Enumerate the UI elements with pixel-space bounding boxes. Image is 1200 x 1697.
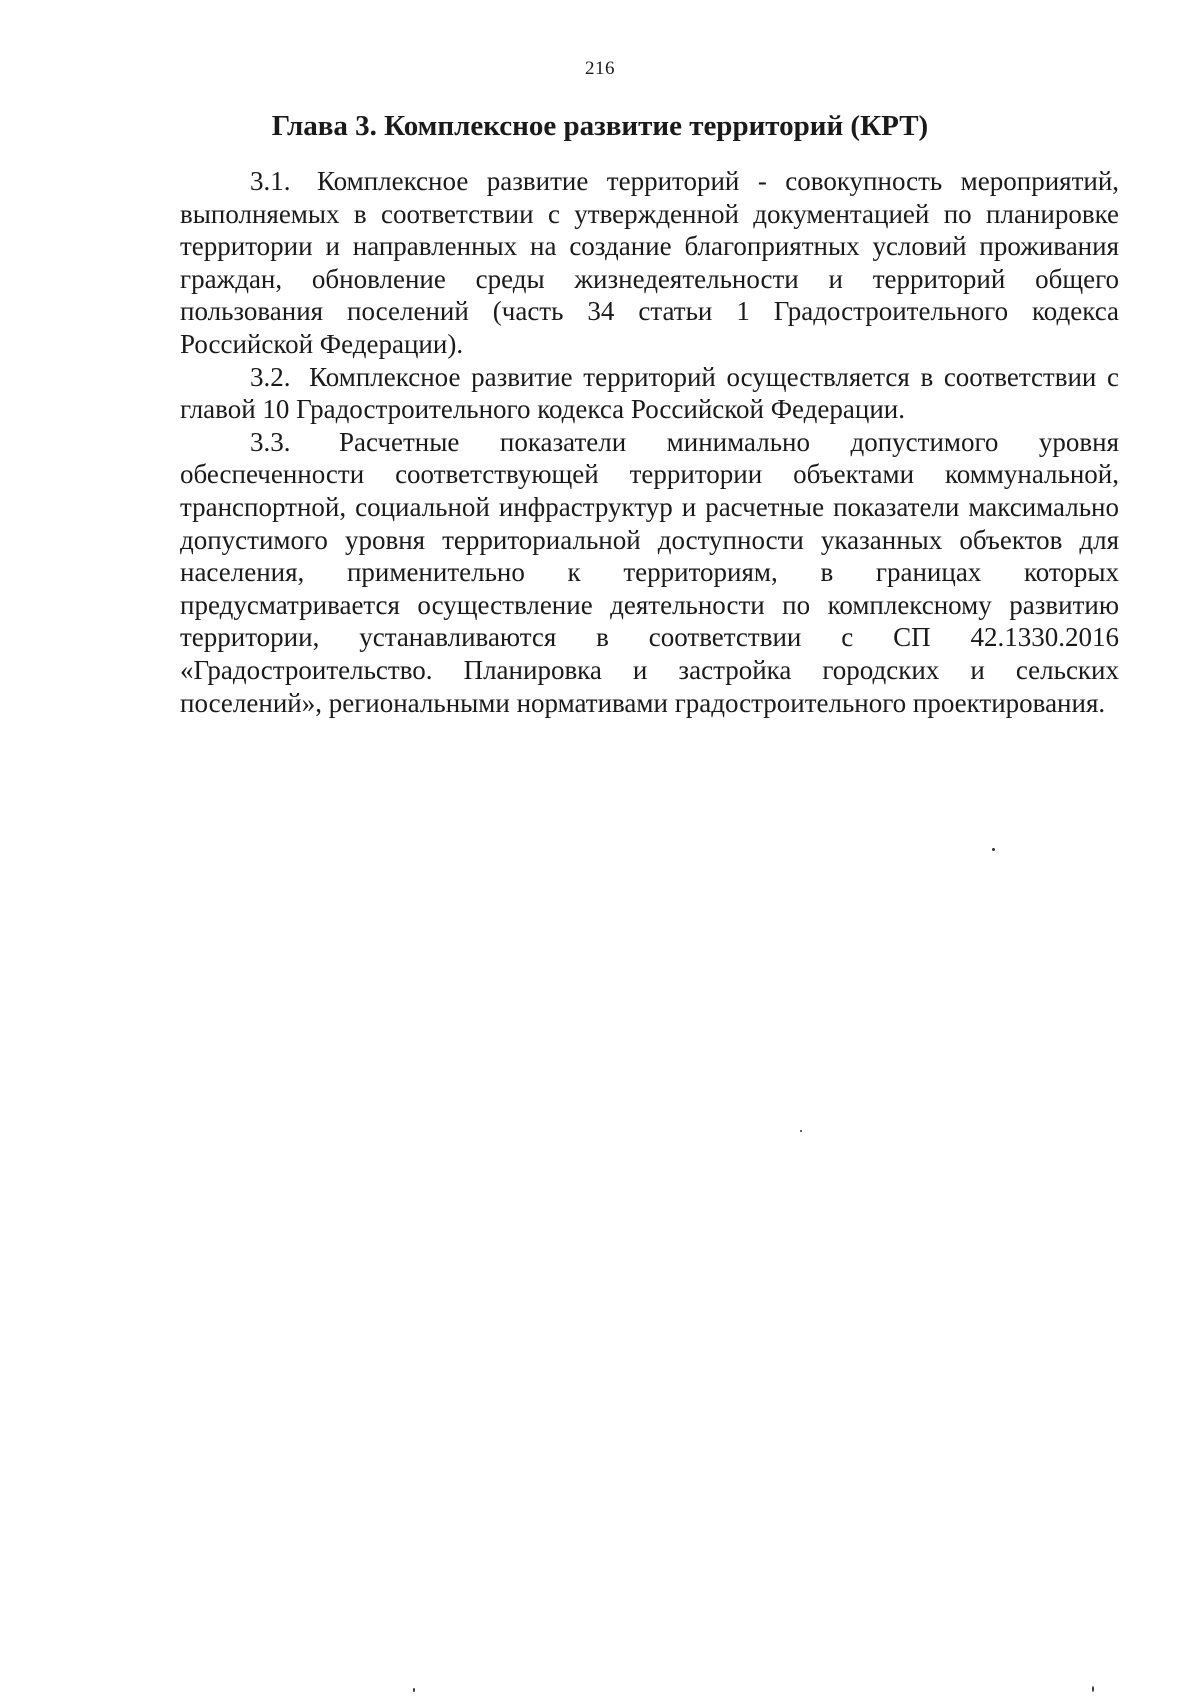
paragraph-3-1	[180, 165, 1119, 361]
paragraph-3-2	[180, 361, 1119, 426]
paragraph-number: 3.1.	[250, 166, 291, 196]
scan-speck	[1092, 1686, 1094, 1692]
paragraph-3-3	[180, 426, 1119, 719]
paragraph-number: 3.2.	[250, 361, 291, 392]
page-number: 216	[585, 58, 615, 79]
chapter-title: Глава 3. Комплексное развитие территорий (КРТ)	[271, 110, 929, 142]
scan-speck	[413, 1688, 415, 1692]
scan-speck	[800, 1130, 802, 1132]
paragraph-number: 3.3.	[250, 426, 291, 457]
document-body	[180, 165, 1119, 719]
scan-speck	[992, 848, 995, 851]
paragraph-text: Комплексное развитие территорий осуществляется в соответствии с главой 10 Градостроительного кодекса Российской Федерации.	[180, 361, 1119, 425]
paragraph-text: Расчетные показатели минимально допустимого уровня обеспеченности соответствующей территории объектами коммунальной, транспортной, социальной инфраструктур и расчетные показатели максимально допустимого уровня территориальной доступности указанных объектов для населения, применительно к территориям, в границах которых предусматривается осуществление деятельности по комплексному развитию территории, устанавливаются в соответствии с СП 42.1330.2016 «Градостроительство. Планировка и застройка городских и сельских поселений», региональными нормативами градостроительного проектирования.	[180, 426, 1119, 718]
paragraph-text: Комплексное развитие территорий - совокупность мероприятий, выполняемых в соответствии с утвержденной документацией по планировке территории и направленных на создание благоприятных условий проживания граждан, обновление среды жизнедеятельности и территорий общего пользования поселений (часть 34 статьи 1 Градостроительного кодекса Российской Федерации).	[180, 166, 1120, 359]
